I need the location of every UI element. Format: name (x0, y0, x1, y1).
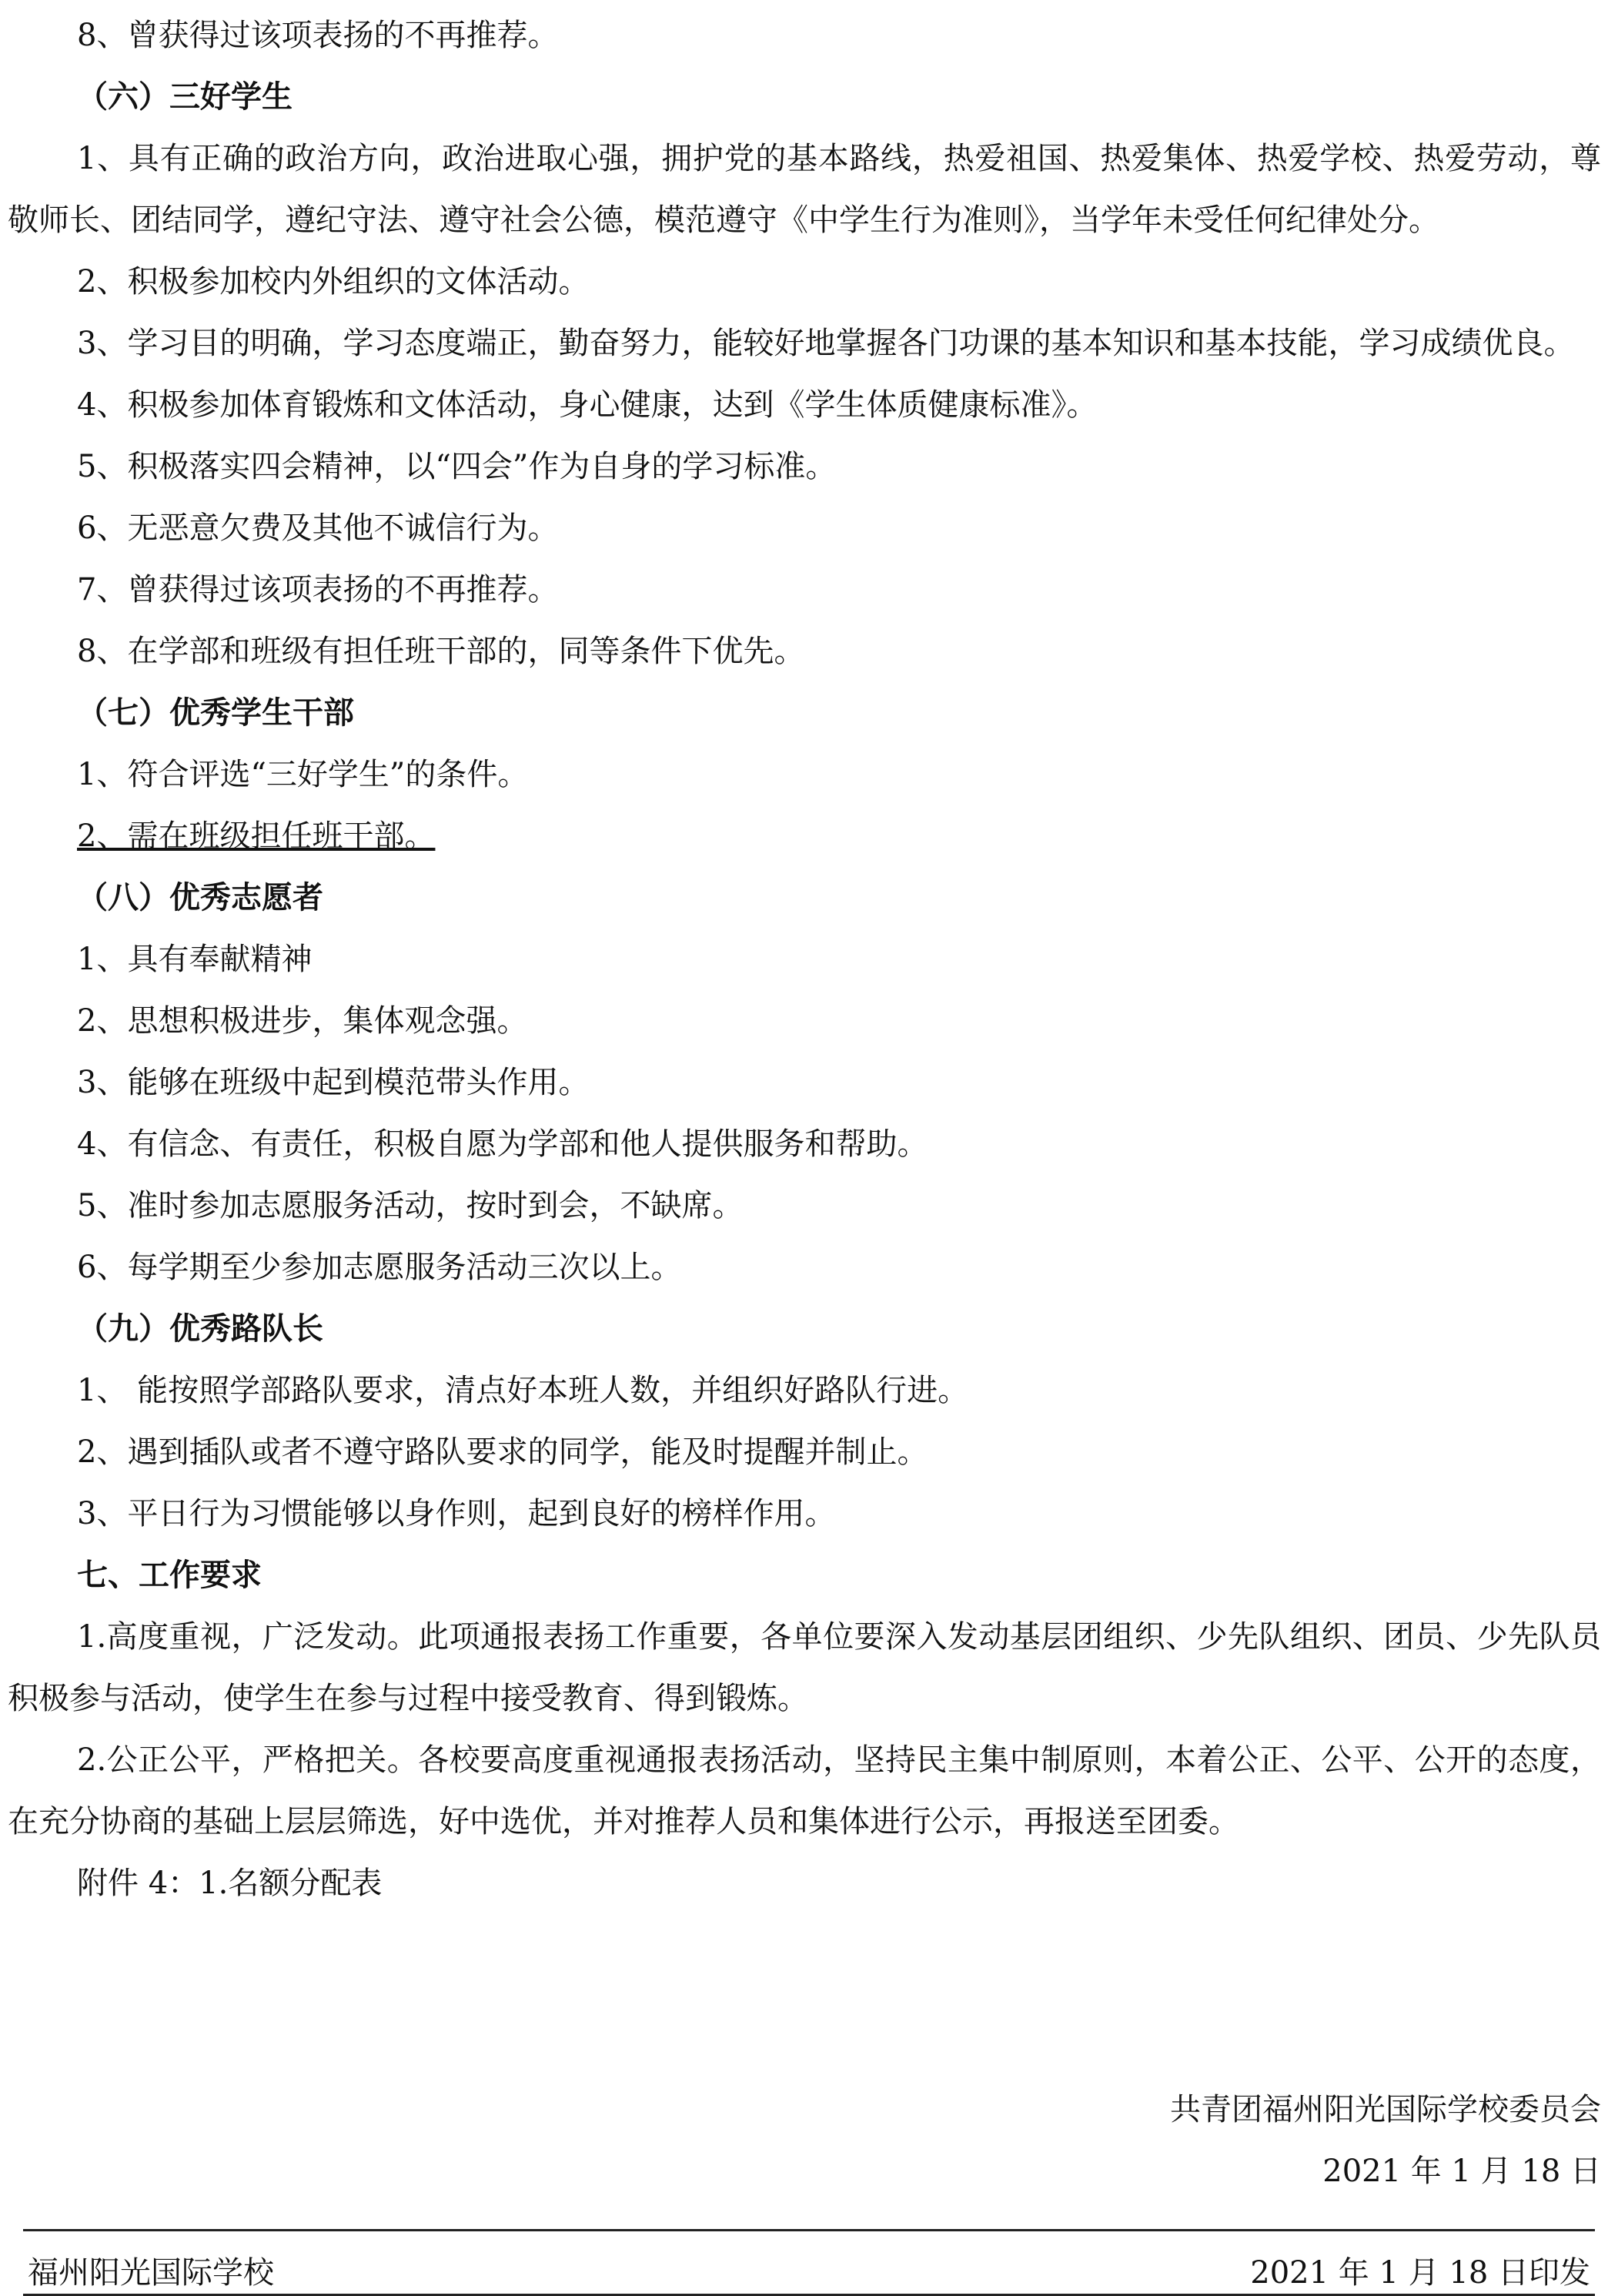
criterion-line: 1、具有奉献精神 (77, 942, 313, 977)
criterion-line: 1、符合评选“三好学生”的条件。 (77, 757, 529, 792)
criterion-line: 8、在学部和班级有担任班干部的，同等条件下优先。 (77, 634, 805, 669)
section-heading-eight: （八）优秀志愿者 (77, 880, 323, 915)
document-body (8, 5, 1601, 1914)
underlined-text: 2、需在班级担任班干部。 (77, 818, 436, 854)
footer-school-name: 福州阳光国际学校 (28, 2255, 274, 2291)
signature-date: 2021 年 1 月 18 日 (1322, 2154, 1601, 2189)
criterion-line: 3、平日行为习惯能够以身作则，起到良好的榜样作用。 (77, 1496, 836, 1531)
footer-rule-top (23, 2229, 1595, 2231)
section-heading-work-requirements: 七、工作要求 (77, 1558, 262, 1593)
criterion-line: 2、思想积极进步，集体观念强。 (77, 1003, 528, 1039)
criterion-line: 2、遇到插队或者不遵守路队要求的同学，能及时提醒并制止。 (77, 1434, 928, 1470)
section-heading-seven: （七）优秀学生干部 (77, 695, 354, 731)
criterion-line: 2、积极参加校内外组织的文体活动。 (77, 264, 590, 300)
criterion-line: 8、曾获得过该项表扬的不再推荐。 (77, 18, 559, 53)
criterion-line: 7、曾获得过该项表扬的不再推荐。 (77, 572, 559, 607)
requirement-paragraph: 2.公正公平，严格把关。各校要高度重视通报表扬活动，坚持民主集中制原则，本着公正、公平、公开的态度，在充分协商的基础上层层筛选，好中选优，并对推荐人员和集体进行公示，再报送至团委。 (8, 1742, 1601, 1839)
footer-print-date: 2021 年 1 月 18 日印发 (1250, 2255, 1590, 2291)
criterion-line: 4、有信念、有责任，积极自愿为学部和他人提供服务和帮助。 (77, 1126, 928, 1162)
signature-organization: 共青团福州阳光国际学校委员会 (1170, 2092, 1601, 2127)
attachment-note: 附件 4：1.名额分配表 (77, 1866, 383, 1901)
criterion-line-underlined (8, 805, 1601, 867)
criterion-paragraph: 1、具有正确的政治方向，政治进取心强，拥护党的基本路线，热爱祖国、热爱集体、热爱学校、热爱劳动，尊敬师长、团结同学，遵纪守法、遵守社会公德，模范遵守《中学生行为准则》，当学年未受任何纪律处分。 (8, 141, 1601, 238)
criterion-line: 3、能够在班级中起到模范带头作用。 (77, 1065, 590, 1100)
criterion-line: 5、积极落实四会精神，以“四会”作为自身的学习标准。 (77, 449, 837, 484)
requirement-paragraph: 1.高度重视，广泛发动。此项通报表扬工作重要，各单位要深入发动基层团组织、少先队组织、团员、少先队员积极参与活动，使学生在参与过程中接受教育、得到锻炼。 (8, 1619, 1601, 1716)
section-heading-nine: （九）优秀路队长 (77, 1311, 323, 1347)
criterion-line: 4、积极参加体育锻炼和文体活动，身心健康，达到《学生体质健康标准》。 (77, 387, 1098, 423)
criterion-line: 5、准时参加志愿服务活动，按时到会，不缺席。 (77, 1188, 744, 1223)
criterion-line: 6、无恶意欠费及其他不诚信行为。 (77, 510, 559, 546)
criterion-line: 6、每学期至少参加志愿服务活动三次以上。 (77, 1250, 682, 1285)
criterion-line: 1、 能按照学部路队要求，清点好本班人数，并组织好路队行进。 (77, 1373, 969, 1408)
section-heading-six: （六）三好学生 (77, 79, 293, 115)
criterion-paragraph: 3、学习目的明确，学习态度端正，勤奋努力，能较好地掌握各门功课的基本知识和基本技能，学习成绩优良。 (77, 326, 1575, 361)
